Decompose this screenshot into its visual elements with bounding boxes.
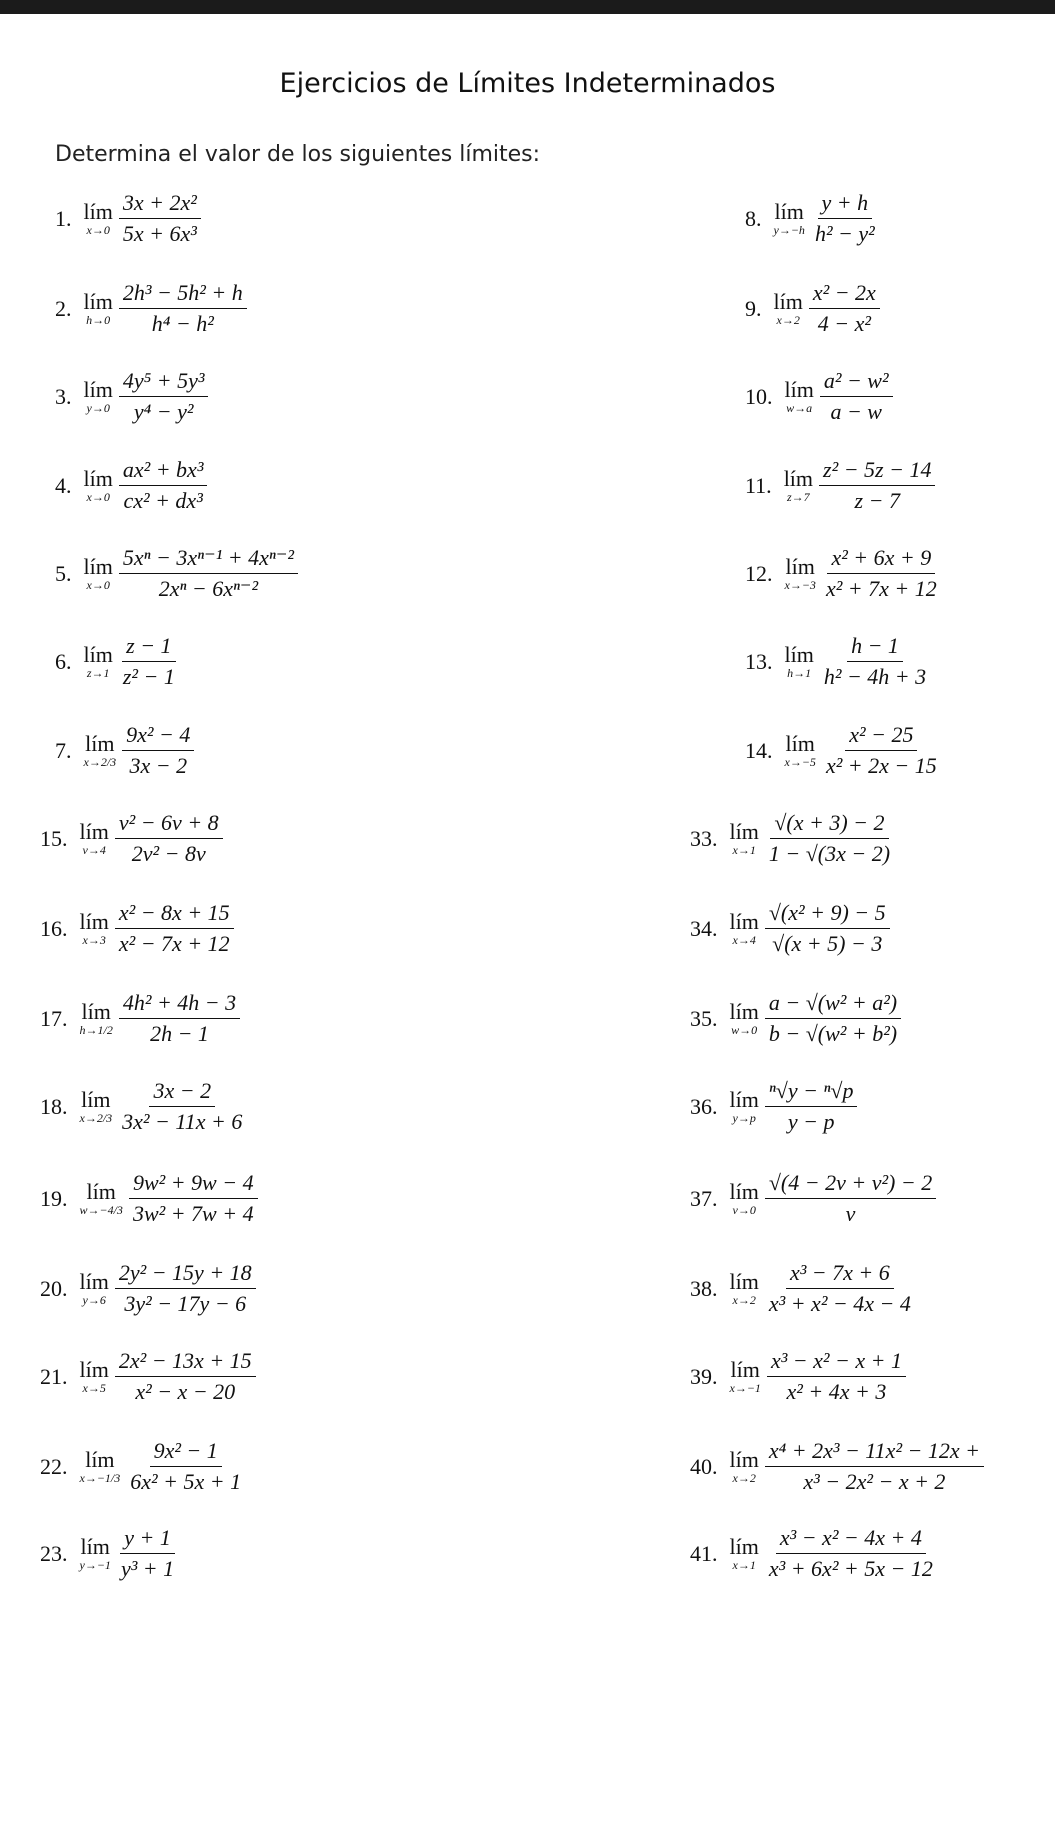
numerator: z² − 5z − 14 xyxy=(819,457,935,486)
limit-subscript: h→1/2 xyxy=(79,1023,113,1037)
limit-subscript: x→5 xyxy=(82,1381,106,1395)
numerator: x³ − 7x + 6 xyxy=(786,1260,894,1289)
denominator: 3x² − 11x + 6 xyxy=(122,1109,243,1134)
limit-operator xyxy=(730,820,759,857)
limit-operator xyxy=(84,200,113,237)
limit-operator xyxy=(730,1358,761,1395)
limit-subscript: x→−5 xyxy=(784,755,816,769)
limit-problem xyxy=(690,990,901,1047)
limit-problem xyxy=(690,1348,906,1405)
fraction xyxy=(765,1170,936,1227)
limit-operator xyxy=(730,1535,759,1572)
problem-number: 21. xyxy=(40,1363,68,1389)
fraction xyxy=(115,900,234,957)
limit-word: lím xyxy=(730,1357,760,1382)
limit-subscript: w→0 xyxy=(731,1023,758,1037)
denominator: b − √(w² + b²) xyxy=(768,1021,898,1046)
limit-subscript: x→0 xyxy=(86,490,110,504)
limit-problem xyxy=(690,1525,937,1582)
numerator: z − 1 xyxy=(122,633,175,662)
numerator: x² − 2x xyxy=(809,280,880,309)
problem-number: 1. xyxy=(55,205,72,231)
limit-subscript: x→−1/3 xyxy=(79,1471,121,1485)
limit-subscript: x→2 xyxy=(732,1293,756,1307)
limit-operator xyxy=(730,1000,759,1037)
problem-number: 40. xyxy=(690,1453,718,1479)
fraction xyxy=(765,900,890,957)
numerator: x⁴ + 2x³ − 11x² − 12x + xyxy=(765,1438,984,1467)
limit-operator xyxy=(84,555,113,592)
limit-subscript: x→2 xyxy=(776,313,800,327)
denominator: v xyxy=(845,1201,856,1226)
limit-subscript: h→1 xyxy=(787,666,812,680)
limit-word: lím xyxy=(83,289,113,314)
problem-number: 6. xyxy=(55,648,72,674)
denominator: √(x + 5) − 3 xyxy=(772,931,883,956)
fraction xyxy=(765,990,901,1047)
limit-subscript: y→−1 xyxy=(79,1558,111,1572)
limit-word: lím xyxy=(785,731,815,756)
limit-operator xyxy=(774,290,803,327)
limit-operator xyxy=(730,1270,759,1307)
denominator: z² − 1 xyxy=(122,664,175,689)
limit-problem xyxy=(745,633,930,690)
limit-problem xyxy=(40,1525,178,1582)
denominator: x² + 2x − 15 xyxy=(825,753,937,778)
fraction xyxy=(765,1260,915,1317)
limit-word: lím xyxy=(729,999,759,1024)
limit-word: lím xyxy=(83,642,113,667)
limit-subscript: x→0 xyxy=(86,578,110,592)
denominator: y − p xyxy=(787,1109,835,1134)
limit-problem xyxy=(745,545,941,602)
numerator: x² + 6x + 9 xyxy=(827,545,935,574)
limit-subscript: x→3 xyxy=(82,933,106,947)
limit-operator xyxy=(80,1358,109,1395)
limit-word: lím xyxy=(729,909,759,934)
fraction xyxy=(819,457,935,514)
fraction xyxy=(117,1525,178,1582)
fraction xyxy=(811,190,879,247)
limit-problem xyxy=(690,1170,936,1227)
limit-word: lím xyxy=(83,377,113,402)
limit-operator xyxy=(84,643,113,680)
limit-word: lím xyxy=(81,999,111,1024)
limit-subscript: x→2/3 xyxy=(83,755,117,769)
problem-number: 20. xyxy=(40,1275,68,1301)
limit-operator xyxy=(774,200,805,237)
limit-subscript: x→1 xyxy=(732,1558,756,1572)
limit-problem xyxy=(40,900,234,957)
numerator: 3x + 2x² xyxy=(119,190,201,219)
denominator: a − w xyxy=(830,399,882,424)
limit-problem xyxy=(745,722,941,779)
problem-number: 33. xyxy=(690,825,718,851)
limit-word: lím xyxy=(729,1179,759,1204)
denominator: x³ − 2x² − x + 2 xyxy=(803,1469,946,1494)
fraction xyxy=(820,633,930,690)
fraction xyxy=(820,368,893,425)
numerator: 3x − 2 xyxy=(149,1078,215,1107)
fraction xyxy=(115,810,223,867)
limit-subscript: x→2 xyxy=(732,1471,756,1485)
limit-word: lím xyxy=(729,1447,759,1472)
numerator: x³ − x² − 4x + 4 xyxy=(776,1525,926,1554)
denominator: y³ + 1 xyxy=(120,1556,175,1581)
denominator: 3w² + 7w + 4 xyxy=(132,1201,254,1226)
fraction xyxy=(767,1348,906,1405)
fraction xyxy=(118,1078,246,1135)
limit-operator xyxy=(80,820,109,857)
fraction xyxy=(119,368,209,425)
limit-operator xyxy=(785,732,816,769)
limit-problem xyxy=(690,1260,915,1317)
limit-word: lím xyxy=(79,819,109,844)
problem-number: 16. xyxy=(40,915,68,941)
numerator: √(x + 3) − 2 xyxy=(770,810,888,839)
problem-number: 41. xyxy=(690,1540,718,1566)
fraction xyxy=(822,545,941,602)
numerator: 5xⁿ − 3xⁿ⁻¹ + 4xⁿ⁻² xyxy=(119,545,298,574)
numerator: 4y⁵ + 5y³ xyxy=(119,368,209,397)
limit-word: lím xyxy=(86,1179,116,1204)
denominator: x² + 4x + 3 xyxy=(786,1379,887,1404)
limit-word: lím xyxy=(729,1087,759,1112)
numerator: h − 1 xyxy=(847,633,903,662)
limit-operator xyxy=(730,1088,759,1125)
limit-operator xyxy=(84,467,113,504)
limit-subscript: z→7 xyxy=(787,490,810,504)
fraction xyxy=(765,810,894,867)
limit-word: lím xyxy=(85,1447,115,1472)
limit-subscript: w→−4/3 xyxy=(79,1203,123,1217)
limit-subscript: y→−h xyxy=(773,223,805,237)
limit-operator xyxy=(785,643,814,680)
limit-subscript: v→0 xyxy=(732,1203,756,1217)
fraction xyxy=(822,722,941,779)
denominator: h² − 4h + 3 xyxy=(823,664,927,689)
limit-subscript: w→a xyxy=(786,401,813,415)
problem-number: 11. xyxy=(745,472,772,498)
problem-number: 9. xyxy=(745,295,762,321)
fraction xyxy=(119,457,208,514)
fraction xyxy=(129,1170,258,1227)
numerator: a − √(w² + a²) xyxy=(765,990,901,1019)
limit-word: lím xyxy=(83,466,113,491)
numerator: 2y² − 15y + 18 xyxy=(115,1260,256,1289)
limit-word: lím xyxy=(729,819,759,844)
problem-number: 39. xyxy=(690,1363,718,1389)
fraction xyxy=(122,722,194,779)
limit-operator xyxy=(785,555,816,592)
problem-number: 37. xyxy=(690,1185,718,1211)
instruction-text: Determina el valor de los siguientes límites: xyxy=(55,142,541,167)
limit-subscript: z→1 xyxy=(86,666,110,680)
limit-word: lím xyxy=(784,642,814,667)
limit-subscript: h→0 xyxy=(86,313,111,327)
denominator: z − 7 xyxy=(854,488,900,513)
fraction xyxy=(765,1438,984,1495)
limit-problem xyxy=(40,1438,245,1495)
limit-problem xyxy=(55,280,247,337)
problem-number: 8. xyxy=(745,205,762,231)
denominator: x³ + 6x² + 5x − 12 xyxy=(768,1556,933,1581)
numerator: ax² + bx³ xyxy=(119,457,208,486)
limit-word: lím xyxy=(83,554,113,579)
limit-operator xyxy=(80,1448,121,1485)
denominator: cx² + dx³ xyxy=(123,488,203,513)
denominator: 1 − √(3x − 2) xyxy=(768,841,891,866)
numerator: 9w² + 9w − 4 xyxy=(129,1170,258,1199)
problem-number: 2. xyxy=(55,295,72,321)
denominator: x² − 7x + 12 xyxy=(118,931,230,956)
limit-operator xyxy=(84,378,113,415)
denominator: h² − y² xyxy=(814,221,875,246)
limit-problem xyxy=(55,368,208,425)
problem-number: 14. xyxy=(745,737,773,763)
limit-word: lím xyxy=(774,199,804,224)
numerator: 2x² − 13x + 15 xyxy=(115,1348,256,1377)
limit-problem xyxy=(40,810,223,867)
limit-subscript: y→6 xyxy=(82,1293,106,1307)
numerator: x² − 25 xyxy=(845,722,917,751)
limit-subscript: x→4 xyxy=(732,933,756,947)
fraction xyxy=(115,1348,256,1405)
limit-operator xyxy=(785,378,814,415)
limit-operator xyxy=(84,732,117,769)
denominator: y⁴ − y² xyxy=(133,399,194,424)
limit-operator xyxy=(80,1180,123,1217)
fraction xyxy=(119,633,179,690)
limit-problem xyxy=(745,280,880,337)
limit-subscript: x→−3 xyxy=(784,578,816,592)
numerator: a² − w² xyxy=(820,368,893,397)
fraction xyxy=(765,1078,858,1135)
limit-word: lím xyxy=(80,1534,110,1559)
denominator: 2xⁿ − 6xⁿ⁻² xyxy=(158,576,259,601)
denominator: x² + 7x + 12 xyxy=(825,576,937,601)
denominator: 3x − 2 xyxy=(129,753,188,778)
limit-problem xyxy=(40,1260,256,1317)
limit-subscript: y→0 xyxy=(86,401,110,415)
limit-problem xyxy=(55,545,298,602)
limit-operator xyxy=(730,910,759,947)
denominator: x³ + x² − 4x − 4 xyxy=(768,1291,911,1316)
problem-number: 4. xyxy=(55,472,72,498)
limit-operator xyxy=(730,1448,759,1485)
limit-word: lím xyxy=(79,1269,109,1294)
limit-problem xyxy=(690,1078,857,1135)
limit-operator xyxy=(84,290,113,327)
problem-number: 18. xyxy=(40,1093,68,1119)
problem-number: 15. xyxy=(40,825,68,851)
numerator: 9x² − 4 xyxy=(122,722,194,751)
problem-number: 3. xyxy=(55,383,72,409)
limit-word: lím xyxy=(783,466,814,491)
numerator: √(4 − 2v + v²) − 2 xyxy=(765,1170,936,1199)
limit-subscript: x→−1 xyxy=(729,1381,761,1395)
problem-number: 19. xyxy=(40,1185,68,1211)
limit-word: lím xyxy=(79,909,109,934)
numerator: x² − 8x + 15 xyxy=(115,900,234,929)
numerator: y + h xyxy=(818,190,873,219)
denominator: h⁴ − h² xyxy=(151,311,214,336)
denominator: 2v² − 8v xyxy=(131,841,206,866)
denominator: 3y² − 17y − 6 xyxy=(124,1291,247,1316)
limit-operator xyxy=(80,1270,109,1307)
fraction xyxy=(126,1438,245,1495)
limit-problem xyxy=(55,633,179,690)
limit-problem xyxy=(40,990,240,1047)
limit-word: lím xyxy=(785,554,815,579)
fraction xyxy=(119,545,298,602)
denominator: 4 − x² xyxy=(817,311,871,336)
fraction xyxy=(119,990,240,1047)
numerator: 2h³ − 5h² + h xyxy=(119,280,247,309)
limit-problem xyxy=(745,457,935,514)
limit-problem xyxy=(55,190,201,247)
limit-word: lím xyxy=(85,731,115,756)
limit-operator xyxy=(784,467,813,504)
limit-problem xyxy=(55,457,207,514)
limit-problem xyxy=(745,368,893,425)
limit-operator xyxy=(80,1535,111,1572)
denominator: 5x + 6x³ xyxy=(122,221,197,246)
limit-problem xyxy=(690,900,890,957)
limit-problem xyxy=(745,190,879,247)
problem-number: 5. xyxy=(55,560,72,586)
numerator: 4h² + 4h − 3 xyxy=(119,990,240,1019)
limit-operator xyxy=(80,910,109,947)
problem-number: 13. xyxy=(745,648,773,674)
limit-subscript: x→2/3 xyxy=(79,1111,113,1125)
limit-problem xyxy=(40,1078,246,1135)
fraction xyxy=(809,280,880,337)
denominator: 2h − 1 xyxy=(150,1021,209,1046)
fraction xyxy=(119,280,247,337)
numerator: ⁿ√y − ⁿ√p xyxy=(765,1078,858,1107)
limit-word: lím xyxy=(83,199,113,224)
denominator: x² − x − 20 xyxy=(135,1379,236,1404)
limit-subscript: x→1 xyxy=(732,843,756,857)
problem-number: 36. xyxy=(690,1093,718,1119)
problem-number: 10. xyxy=(745,383,773,409)
numerator: √(x² + 9) − 5 xyxy=(765,900,890,929)
numerator: y + 1 xyxy=(120,1525,175,1554)
problem-number: 7. xyxy=(55,737,72,763)
limit-word: lím xyxy=(79,1357,109,1382)
denominator: 6x² + 5x + 1 xyxy=(130,1469,242,1494)
limit-problem xyxy=(690,810,894,867)
problem-number: 38. xyxy=(690,1275,718,1301)
limit-problem xyxy=(40,1170,258,1227)
limit-word: lím xyxy=(729,1269,759,1294)
fraction xyxy=(765,1525,937,1582)
limit-problem xyxy=(690,1438,984,1495)
limit-subscript: y→p xyxy=(732,1111,756,1125)
problem-number: 34. xyxy=(690,915,718,941)
fraction xyxy=(115,1260,256,1317)
numerator: v² − 6v + 8 xyxy=(115,810,223,839)
limit-operator xyxy=(730,1180,759,1217)
numerator: 9x² − 1 xyxy=(150,1438,222,1467)
page-title: Ejercicios de Límites Indeterminados xyxy=(279,68,776,99)
limit-subscript: v→4 xyxy=(82,843,106,857)
limit-operator xyxy=(80,1088,113,1125)
limit-word: lím xyxy=(773,289,803,314)
problem-number: 23. xyxy=(40,1540,68,1566)
problem-number: 35. xyxy=(690,1005,718,1031)
limit-problem xyxy=(55,722,194,779)
problem-number: 22. xyxy=(40,1453,68,1479)
limit-operator xyxy=(80,1000,113,1037)
numerator: x³ − x² − x + 1 xyxy=(767,1348,906,1377)
limit-problem xyxy=(40,1348,256,1405)
top-dark-bar xyxy=(0,0,1055,14)
problem-number: 12. xyxy=(745,560,773,586)
limit-subscript: x→0 xyxy=(86,223,110,237)
fraction xyxy=(119,190,201,247)
limit-word: lím xyxy=(81,1087,111,1112)
problem-number: 17. xyxy=(40,1005,68,1031)
limit-word: lím xyxy=(729,1534,759,1559)
limit-word: lím xyxy=(784,377,814,402)
